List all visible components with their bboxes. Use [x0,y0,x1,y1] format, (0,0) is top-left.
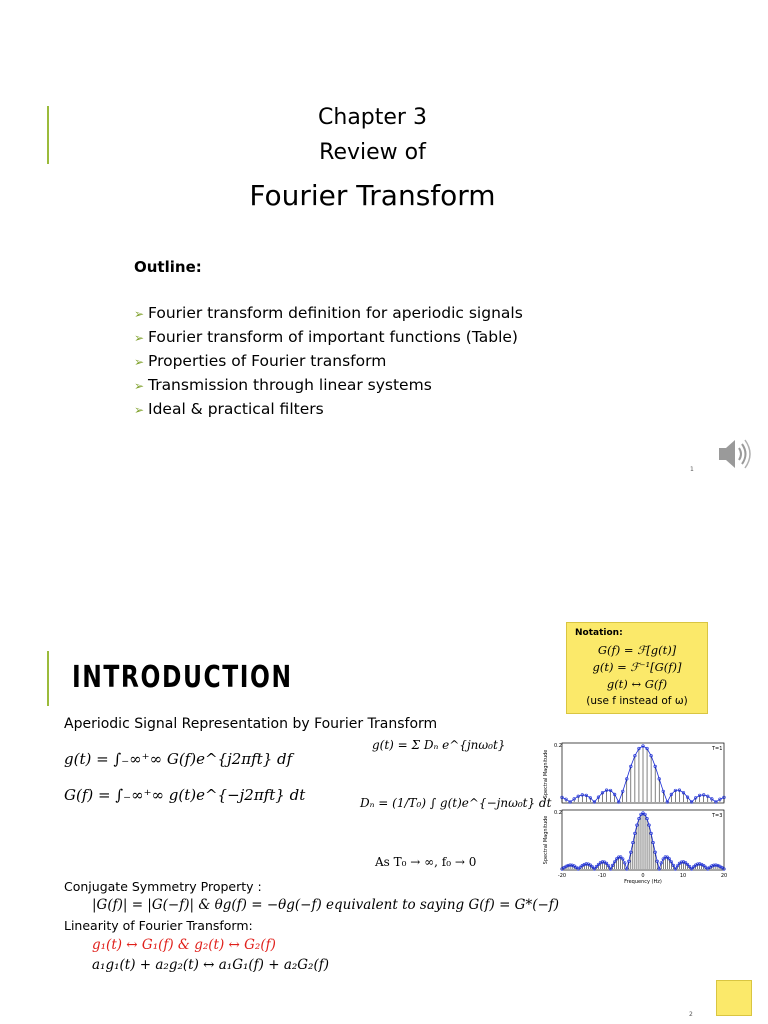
equation-forward-ft: G(f) = ∫₋∞⁺∞ g(t)e^{−j2πft} dt [64,786,306,804]
outline-item-text: Ideal & practical filters [148,400,324,418]
equation-series-coefficient: Dₙ = (1/T₀) ∫ g(t)e^{−jnω₀t} dt [360,796,552,810]
plot-legend: T=3 [712,813,723,819]
outline-item-text: Fourier transform definition for aperiodic signals [148,304,523,322]
linearity-superposition: a₁g₁(t) + a₂g₂(t) ↔ a₁G₁(f) + a₂G₂(f) [92,957,330,973]
limit-statement: As T₀ → ∞, f₀ → 0 [375,855,477,869]
outline-item [134,302,523,326]
notation-line: g(t) ↔ G(f) [606,677,668,691]
plot-x-tick: -20 [557,873,567,879]
speaker-icon[interactable] [715,434,755,474]
outline-item [134,350,523,374]
bullet-arrow-icon: ➢ [134,403,145,417]
plot-legend: T=1 [712,746,723,752]
spectral-plots [540,738,735,886]
outline-list [134,302,523,422]
intro-subtitle: Aperiodic Signal Representation by Fourier Transform [64,716,438,732]
accent-bar-slide2 [47,651,49,706]
outline-item [134,398,523,422]
plot-bottom-spectrum [561,812,726,871]
slide-heading: INTRODUCTION [72,660,293,695]
linearity-heading: Linearity of Fourier Transform: [64,918,253,933]
notation-line: G(f) = ℱ[g(t)] [597,643,677,657]
plot-y-tick: 0.2 [554,810,562,816]
title-chapter: Chapter 3 [318,105,427,130]
page-number: 1 [690,466,694,473]
page-number: 2 [689,1011,693,1018]
notation-line: g(t) = ℱ⁻¹[G(f)] [592,660,682,674]
notation-box [566,622,708,714]
outline-item-text: Transmission through linear systems [148,376,432,394]
notation-line: (use f instead of ω) [586,695,688,707]
plot-x-label: Frequency (Hz) [624,879,662,885]
bullet-arrow-icon: ➢ [134,379,145,393]
plot-y-label: Spectral Magnitude [543,749,549,799]
conjugate-symmetry-equation: |G(f)| = |G(−f)| & θg(f) = −θg(−f) equivalent to saying G(f) = G*(−f) [92,897,560,913]
bullet-arrow-icon: ➢ [134,331,145,345]
notation-thumbnail [716,980,752,1016]
plot-y-label: Spectral Magnitude [543,815,549,865]
plot-y-tick: 0.2 [554,743,562,749]
conjugate-symmetry-heading: Conjugate Symmetry Property : [64,879,262,894]
outline-heading: Outline: [134,258,202,276]
plot-top-spectrum [561,745,726,804]
equation-inverse-ft: g(t) = ∫₋∞⁺∞ G(f)e^{j2πft} df [64,750,293,768]
bullet-arrow-icon: ➢ [134,307,145,321]
title-fourier-transform: Fourier Transform [249,179,496,212]
notation-heading: Notation: [575,628,623,638]
plot-x-tick: -10 [597,873,607,879]
outline-item [134,326,523,350]
linearity-pair: g₁(t) ↔ G₁(f) & g₂(t) ↔ G₂(f) [92,937,276,953]
equation-fourier-series: g(t) = Σ Dₙ e^{jnω₀t} [372,738,506,752]
outline-item-text: Fourier transform of important functions (Table) [148,328,518,346]
outline-item [134,374,523,398]
bullet-arrow-icon: ➢ [134,355,145,369]
plot-x-tick: 0 [641,873,645,879]
plot-x-tick: 10 [679,873,687,879]
title-review-of: Review of [319,140,426,165]
plot-x-tick: 20 [720,873,728,879]
outline-item-text: Properties of Fourier transform [148,352,387,370]
